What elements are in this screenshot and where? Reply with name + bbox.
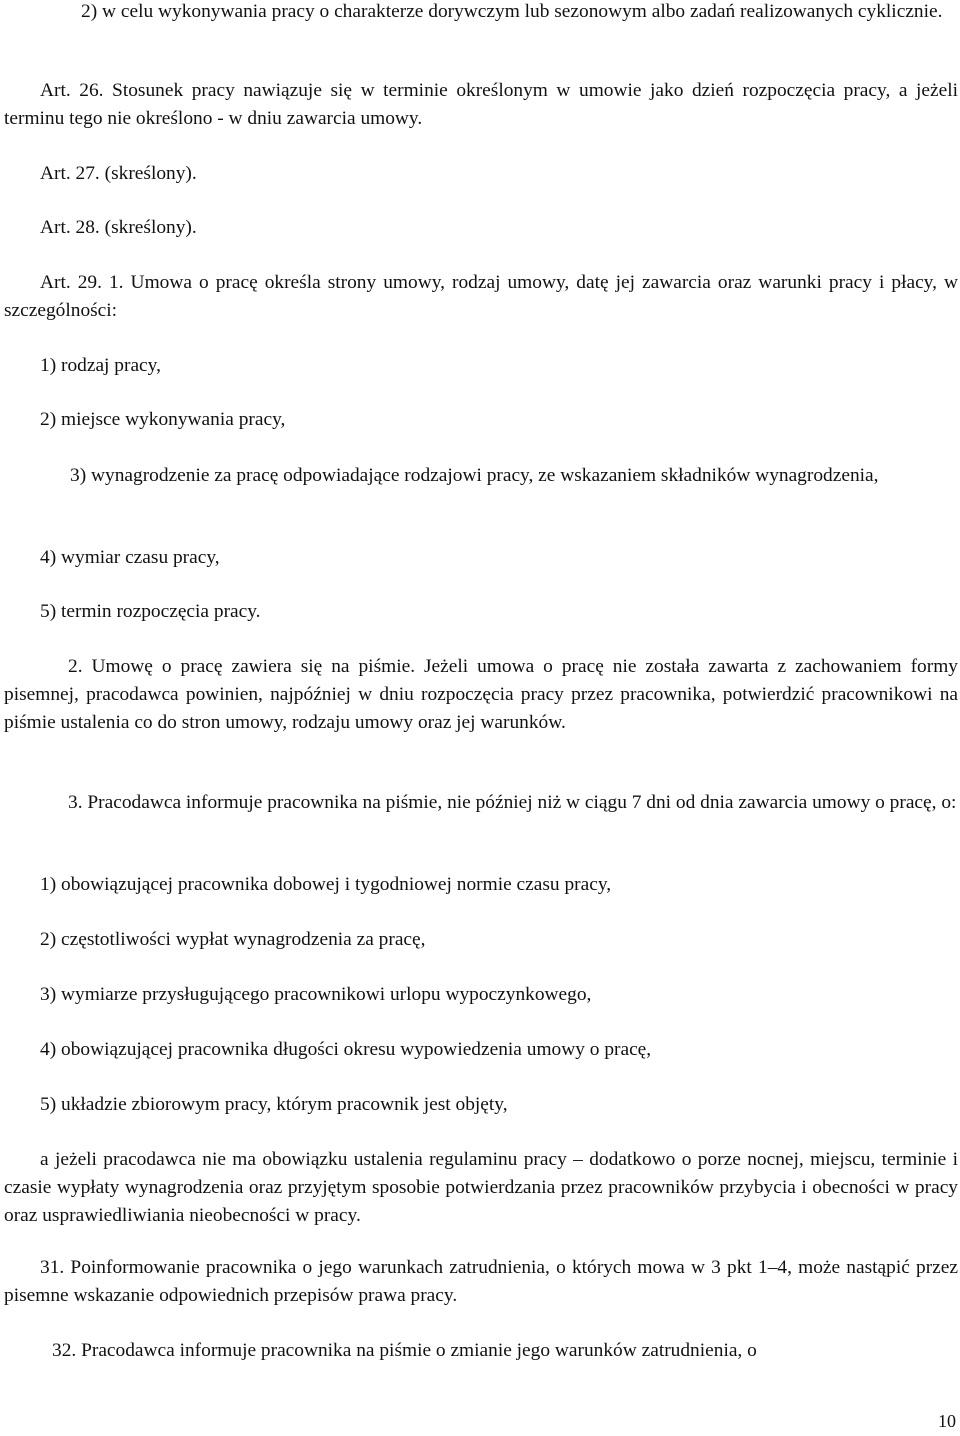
paragraph-text: 32. Pracodawca informuje pracownika na piśmie o zmianie jego warunków zatrudnienia, o — [52, 1340, 757, 1361]
list-item — [4, 406, 958, 434]
article-29-section-1 — [4, 269, 958, 325]
list-item — [4, 462, 958, 490]
paragraph-text: Art. 29. 1. Umowa o pracę określa strony umowy, rodzaj umowy, datę jej zawarcia oraz warunki pracy i płacy, w szczególności: — [4, 272, 958, 321]
article-29-section-3-1 — [4, 1254, 958, 1310]
paragraph-text: 2) miejsce wykonywania pracy, — [40, 409, 286, 430]
list-item — [4, 981, 958, 1009]
article-27 — [4, 160, 958, 188]
paragraph-text: 5) układzie zbiorowym pracy, którym pracownik jest objęty, — [40, 1094, 508, 1115]
paragraph-text: 5) termin rozpoczęcia pracy. — [40, 601, 261, 622]
article-28 — [4, 214, 958, 242]
list-item — [4, 926, 958, 954]
paragraph-text: Art. 26. Stosunek pracy nawiązuje się w terminie określonym w umowie jako dzień rozpoczęcia pracy, a jeżeli terminu tego nie określono - w dniu zawarcia umowy. — [4, 80, 958, 129]
paragraph-text: 3) wymiarze przysługującego pracownikowi urlopu wypoczynkowego, — [40, 984, 592, 1005]
paragraph-text: 3) wynagrodzenie za pracę odpowiadające rodzajowi pracy, ze wskazaniem składników wynagrodzenia, — [70, 465, 879, 486]
paragraph-continuation-item-2 — [4, 0, 958, 26]
article-26 — [4, 77, 958, 133]
closing-paragraph — [4, 1146, 958, 1230]
article-29-section-3 — [4, 789, 958, 817]
paragraph-text: 2) częstotliwości wypłat wynagrodzenia za pracę, — [40, 929, 426, 950]
paragraph-text: 3. Pracodawca informuje pracownika na piśmie, nie później niż w ciągu 7 dni od dnia zawarcia umowy o pracę, o: — [68, 792, 957, 813]
paragraph-text: 2. Umowę o pracę zawiera się na piśmie. Jeżeli umowa o pracę nie została zawarta z zachowaniem formy pisemnej, pracodawca powinien, najpóźniej w dniu rozpoczęcia pracy przez pracownika, potwierdzić pracownikowi na piśmie ustalenia co do stron umowy, rodzaju umowy oraz jej warunków. — [4, 656, 958, 733]
paragraph-text: 4) obowiązującej pracownika długości okresu wypowiedzenia umowy o pracę, — [40, 1039, 652, 1060]
list-item — [4, 1091, 958, 1119]
paragraph-text: 4) wymiar czasu pracy, — [40, 547, 220, 568]
paragraph-text: 2) w celu wykonywania pracy o charakterze dorywczym lub sezonowym albo zadań realizowanych cyklicznie. — [81, 1, 943, 22]
page-number: 10 — [938, 1411, 956, 1431]
paragraph-text: 31. Poinformowanie pracownika o jego warunkach zatrudnienia, o których mowa w 3 pkt 1–4, może nastąpić przez pisemne wskazanie odpowiednich przepisów prawa pracy. — [4, 1257, 958, 1306]
paragraph-text: 1) rodzaj pracy, — [40, 355, 161, 376]
paragraph-text: Art. 27. (skreślony). — [40, 163, 197, 184]
article-29-section-3-2 — [4, 1337, 958, 1365]
article-29-section-2 — [4, 653, 958, 737]
list-item — [4, 1036, 958, 1064]
paragraph-text: a jeżeli pracodawca nie ma obowiązku ustalenia regulaminu pracy – dodatkowo o porze nocnej, miejscu, terminie i czasie wypłaty wynagrodzenia oraz przyjętym sposobie potwierdzania przez pracowników przybycia i obecności w pracy oraz usprawiedliwiania nieobecności w pracy. — [4, 1149, 958, 1226]
list-item — [4, 352, 958, 380]
list-item — [4, 871, 958, 899]
paragraph-text: 1) obowiązującej pracownika dobowej i tygodniowej normie czasu pracy, — [40, 874, 612, 895]
list-item — [4, 544, 958, 572]
list-item — [4, 598, 958, 626]
paragraph-text: Art. 28. (skreślony). — [40, 217, 197, 238]
